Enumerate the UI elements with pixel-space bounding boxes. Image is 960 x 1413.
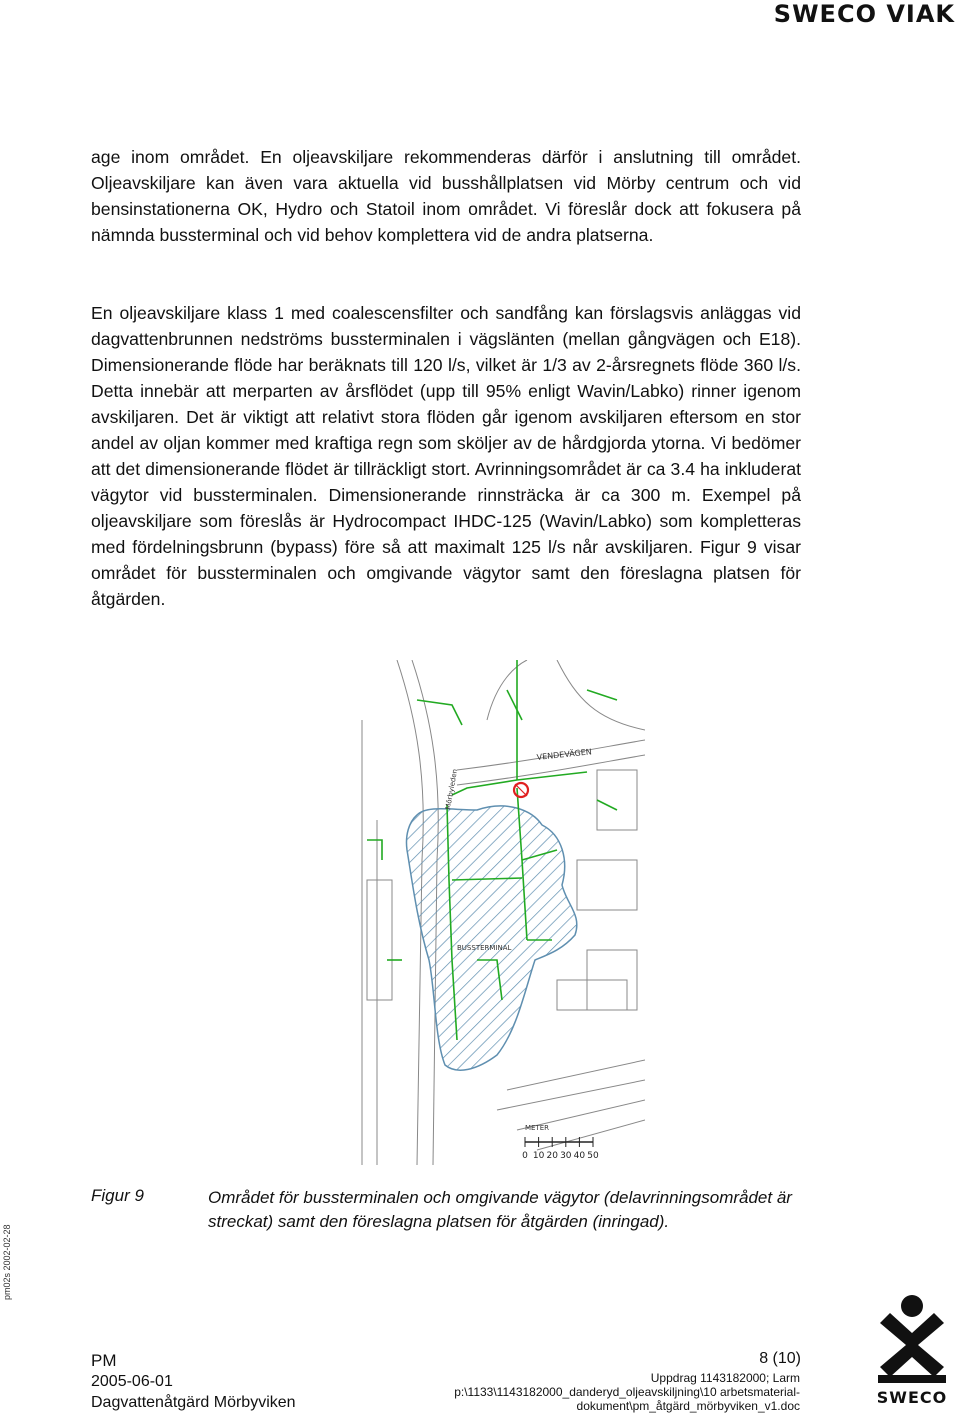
- scale-tick-label: 40: [573, 1151, 586, 1161]
- scale-bar: [522, 1124, 599, 1161]
- terminal-label: BUSSTERMINAL: [457, 944, 512, 952]
- scale-tick-label: 10: [532, 1151, 545, 1161]
- body-paragraph-2: En oljeavskiljare klass 1 med coalescensfilter och sandfång kan förslagsvis anläggas vid dagvattenbrunnen nedströms bussterminalen i vägslänten (mellan gångvägen och E18). Dimensionerande flöde har beräknats till 120 l/s, vilket är 1/3 av 2-årsregnets flöde 360 l/s. Detta innebär att merparten av årsflödet (upp till 95% enligt Wavin/Labko) rinner igenom avskiljaren. Det är viktigt att relativt stora flöden går igenom avskiljaren eftersom en stor andel av oljan kommer med kraftiga regn som sköljer av de hårdgjorda ytorna. Vi bedömer att det dimensionerande flödet är tillräckligt stort. Avrinningsområdet är ca 3.4 ha inkluderat vägytor vid bussterminalen. Dimensionerande rinnsträcka är ca 300 m. Exempel på oljeavskiljare som föreslås är Hydrocompact IHDC-125 (Wavin/Labko) som kompletteras med fördelningsbrunn (bypass) före så att maximalt 125 l/s når avskiljaren. Figur 9 visar området för bussterminalen och omgivande vägytor samt den föreslagna platsen för åtgärden.: [91, 303, 801, 609]
- street-label-2: Mörbyleden: [444, 768, 460, 811]
- footer-title: Dagvattenåtgärd Mörbyviken: [91, 1394, 296, 1411]
- footer-path-2: dokument\pm_åtgärd_mörbyviken_v1.doc: [576, 1399, 800, 1413]
- footer-left: [91, 1350, 296, 1413]
- page-number: 8 (10): [759, 1350, 801, 1367]
- figure-caption: Området för bussterminalen och omgivande vägytor (delavrinningsområdet är streckat) samt den föreslagna platsen för åtgärden (inringad).: [208, 1188, 792, 1231]
- footer-date: 2005-06-01: [91, 1373, 173, 1390]
- footer-doc-type: PM: [91, 1351, 117, 1370]
- scale-tick-label: 20: [546, 1151, 558, 1161]
- side-template-code: pm02s 2002-02-28: [2, 1224, 12, 1300]
- figure-map: [357, 660, 645, 1165]
- logo-wordmark: SWECO: [876, 1388, 948, 1407]
- brand-wordmark: SWECO VIAK: [773, 0, 955, 28]
- catchment-area: [406, 806, 576, 1070]
- scale-tick-label: 30: [560, 1151, 572, 1161]
- footer-right: [454, 1371, 800, 1413]
- scale-tick-label: 50: [587, 1151, 599, 1161]
- scale-unit: METER: [525, 1124, 550, 1132]
- scale-tick-label: 0: [522, 1151, 528, 1161]
- body-paragraph-1: age inom området. En oljeavskiljare rekommenderas därför i anslutning till området. Oljeavskiljare kan även vara aktuella vid busshållplatsen vid Mörby centrum och vid bensinstationerna OK, Hydro och Statoil inom området. Vi föreslår dock att fokusera på nämnda bussterminal och vid behov komplettera vid de andra platserna.: [91, 147, 801, 245]
- footer-path-1: p:\1133\1143182000_danderyd_oljeavskiljning\10 arbetsmaterial-: [454, 1385, 800, 1399]
- footer-assignment: Uppdrag 1143182000; Larm: [650, 1371, 800, 1385]
- figure-label: Figur 9: [91, 1186, 144, 1205]
- street-label: VENDEVÄGEN: [536, 747, 593, 762]
